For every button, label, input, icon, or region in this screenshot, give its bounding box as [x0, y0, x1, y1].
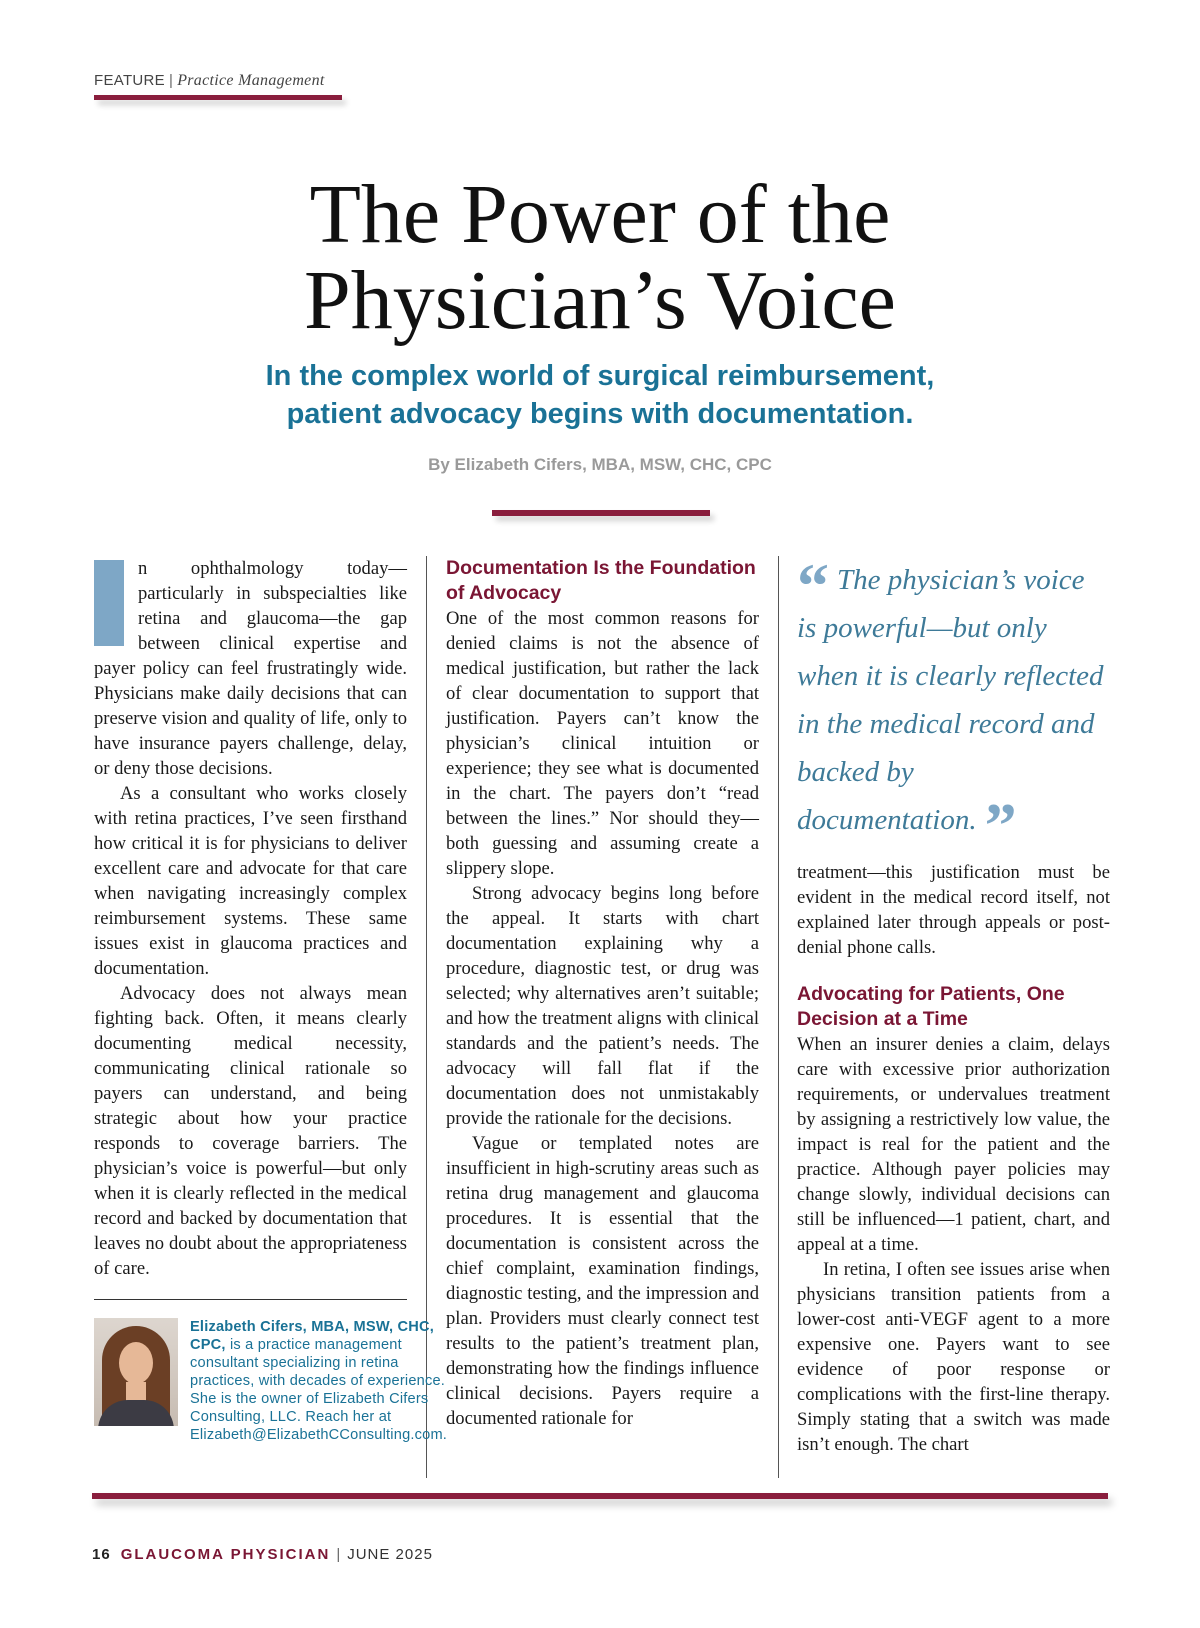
- body-paragraph: As a consultant who works closely with retina practices, I’ve seen firsthand how critical it is for physicians to deliver excellent care and advocate for that care when navigating increasingly complex reimbursement systems. These same issues exist in glaucoma practices and documentation.: [94, 783, 407, 979]
- column-1: [94, 556, 448, 1444]
- column-3: [797, 550, 1110, 1457]
- title-rule: [492, 510, 710, 516]
- pull-quote-text: The physician’s voice is powerful—but only when it is clearly reflected in the medical record and backed by documentation.: [797, 564, 1104, 836]
- article-deck: [0, 357, 1200, 433]
- kicker-label: FEATURE: [94, 72, 165, 89]
- body-paragraph: treatment—this justification must be evident in the medical record itself, not explained later through appeals or post-denial phone calls.: [797, 862, 1110, 958]
- pull-quote: [797, 550, 1110, 861]
- section-heading: Advocating for Patients, One Decision at a Time: [797, 983, 1065, 1030]
- body-paragraph: One of the most common reasons for denied claims is not the absence of medical justification, but rather the lack of clear documentation to support that justification. Payers can’t know the physician’s clinical intuition or experience; they see what is documented in the chart. The payers don’t “read between the lines.” Nor should they—both guessing and assuming create a slippery slope.: [446, 608, 759, 879]
- section-label: Practice Management: [177, 72, 325, 89]
- bio-description: is a practice management consultant specializing in retina practices, with decades of experience. She is the owner of Elizabeth Cifers Consulting, LLC. Reach her at Elizabeth@ElizabethCConsulting.com.: [190, 1337, 448, 1443]
- deck-line-1: In the complex world of surgical reimbursement,: [265, 360, 935, 392]
- footer-rule: [92, 1493, 1108, 1499]
- byline: By Elizabeth Cifers, MBA, MSW, CHC, CPC: [428, 455, 772, 474]
- page-number: 16: [92, 1546, 111, 1563]
- drop-cap-bar: [94, 560, 124, 646]
- page-footer: [92, 1546, 433, 1563]
- close-quote-icon: ”: [984, 790, 1017, 861]
- deck-line-2: patient advocacy begins with documentation.: [286, 398, 914, 430]
- footer-separator: |: [336, 1546, 342, 1563]
- bio-text: [190, 1318, 447, 1444]
- body-paragraph: Strong advocacy begins long before the appeal. It starts with chart documentation explaining why a procedure, diagnostic test, or drug was selected; why alternatives aren’t suitable; and how the treatment aligns with clinical standards and the patient’s needs. The advocacy will fall flat if the documentation does not unmistakably provide the rationale for the decisions.: [446, 883, 759, 1129]
- bio-name: Elizabeth Cifers, MBA, MSW, CHC, CPC,: [190, 1319, 434, 1353]
- magazine-name: GLAUCOMA PHYSICIAN: [120, 1546, 331, 1563]
- article-title: [0, 168, 1200, 347]
- kicker-rule: [94, 95, 342, 100]
- body-paragraph: When an insurer denies a claim, delays care with excessive prior authorization requirements, or undervalues treatment by assigning a restrictively low value, the impact is real for the patient and the practice. Although payer policies may change slowly, individual decisions can still be influenced—1 patient, chart, and appeal at a time.: [797, 1034, 1110, 1255]
- title-line-1: The Power of the: [309, 168, 891, 261]
- title-line-2: Physician’s Voice: [304, 254, 896, 347]
- body-paragraph: Vague or templated notes are insufficient in high-scrutiny areas such as retina drug management and glaucoma procedures. It is essential that the documentation is consistent across the chief complaint, examination findings, diagnostic testing, and the impression and plan. Providers must clearly connect test results to the patient’s treatment plan, demonstrating how the findings influence clinical decisions. Payers require a documented rationale for: [446, 1133, 759, 1429]
- bio-rule: [94, 1299, 407, 1300]
- section-heading: Documentation Is the Foundation of Advocacy: [446, 557, 756, 604]
- issue-date: JUNE 2025: [347, 1546, 433, 1563]
- body-paragraph: n ophthalmology today—particularly in subspecialties like retina and glaucoma—the gap between clinical expertise and payer policy can feel frustratingly wide. Physicians make daily decisions that can preserve vision and quality of life, only to have insurance payers challenge, delay, or deny those decisions.: [94, 558, 407, 779]
- body-paragraph: In retina, I often see issues arise when physicians transition patients from a lower-cost anti-VEGF agent to a more expensive one. Payers want to see evidence of poor response or complications with the first-line therapy. Simply stating that a switch was made isn’t enough. The chart: [797, 1259, 1110, 1455]
- body-paragraph: Advocacy does not always mean fighting back. Often, it means clearly documenting medical necessity, communicating clinical rationale so payers can understand, and being strategic about how your practice responds to coverage barriers. The physician’s voice is powerful—but only when it is clearly reflected in the medical record and backed by documentation that leaves no doubt about the appropriateness of care.: [94, 983, 407, 1279]
- author-bio: [94, 1318, 448, 1444]
- author-photo: [94, 1318, 178, 1426]
- open-quote-icon: “: [797, 550, 829, 621]
- kicker-separator: |: [169, 72, 174, 89]
- feature-kicker: [94, 72, 325, 90]
- column-2: [446, 556, 759, 1431]
- column-divider: [778, 556, 779, 1478]
